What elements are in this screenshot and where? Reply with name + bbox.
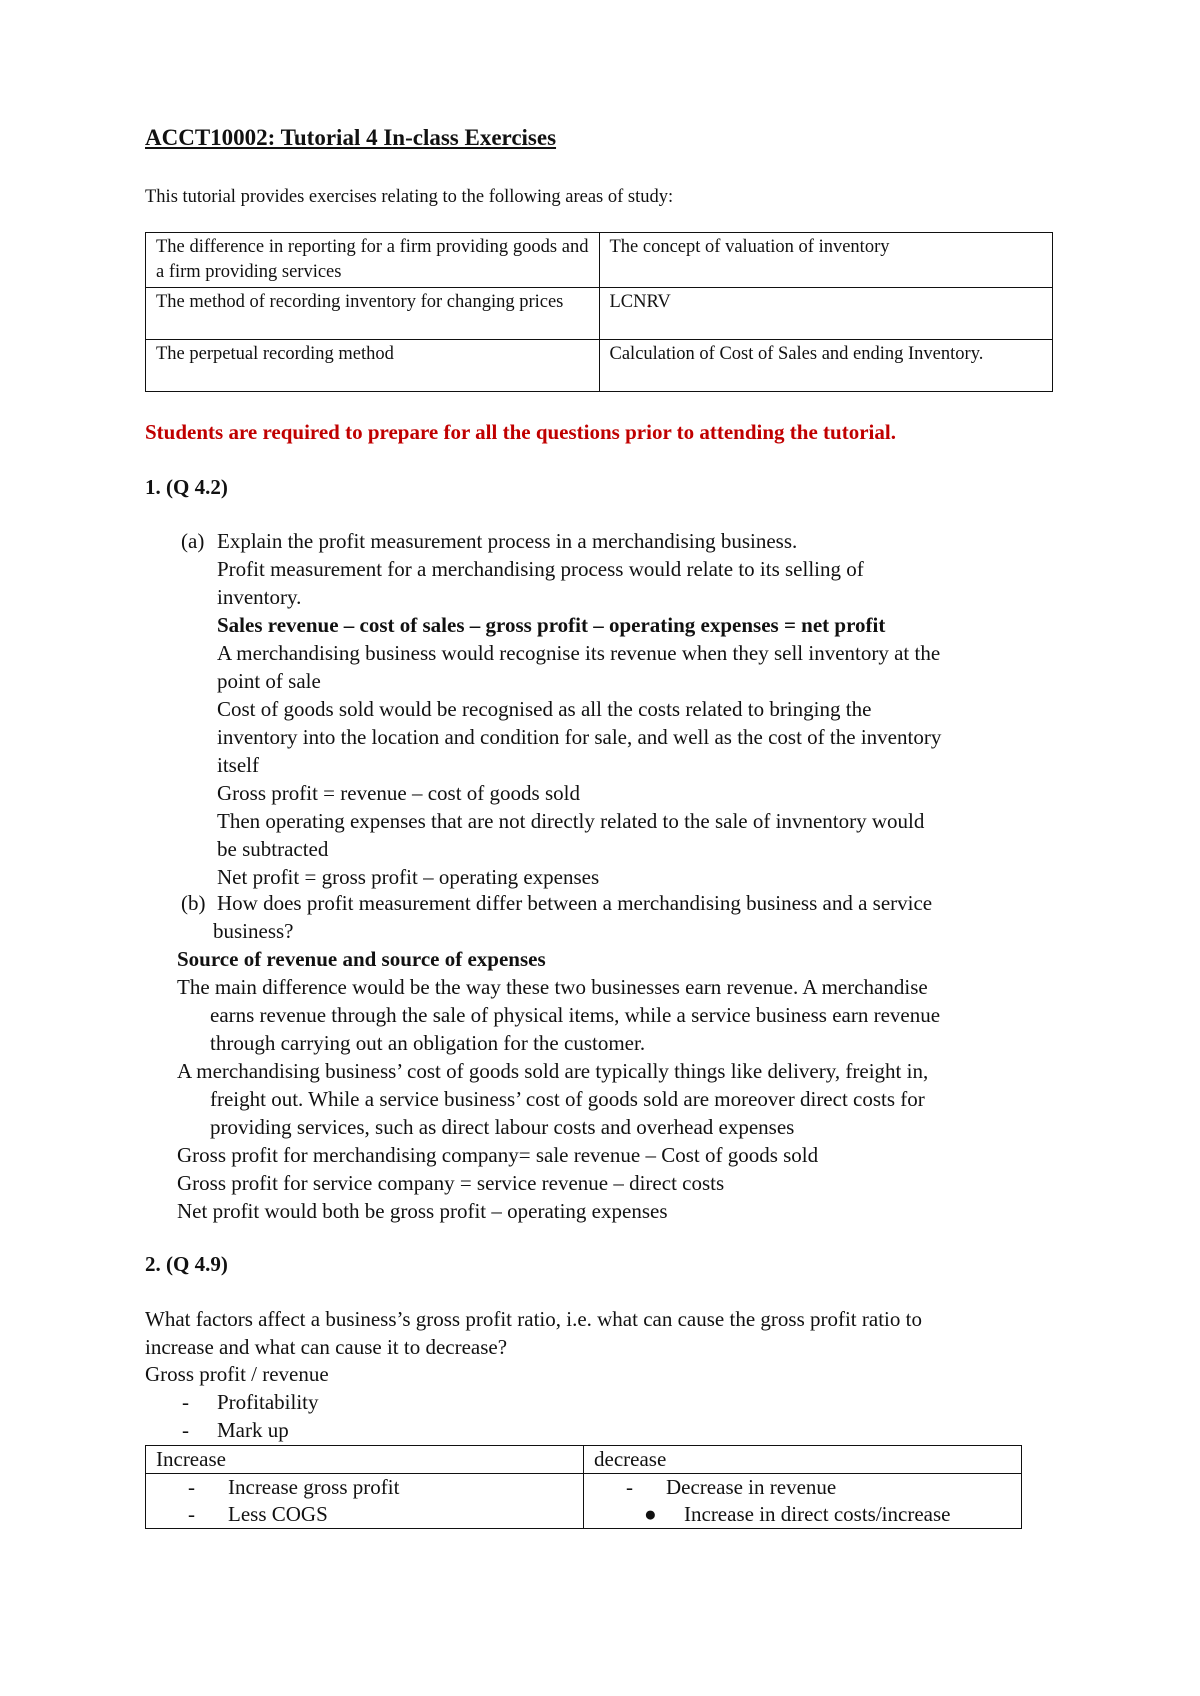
table-row xyxy=(146,340,1053,392)
answer-line: earns revenue through the sale of physical items, while a service business earn revenue xyxy=(210,1003,941,1027)
answer-line: A merchandising business would recognise its revenue when they sell inventory at the xyxy=(217,641,941,665)
answer-line: Profit measurement for a merchandising process would relate to its selling of xyxy=(217,557,864,581)
part-b-question: How does profit measurement differ between a merchandising business and a service xyxy=(217,891,933,915)
answer-line: be subtracted xyxy=(217,837,329,861)
table-row xyxy=(146,1474,1022,1529)
list-item-text: Mark up xyxy=(217,1418,289,1442)
answer-line: freight out. While a service business’ cost of goods sold are moreover direct costs for xyxy=(210,1087,925,1111)
answer-line: Sales revenue – cost of sales – gross profit – operating expenses = net profit xyxy=(217,613,886,637)
question-2-heading: 2. (Q 4.9) xyxy=(145,1252,228,1276)
part-b-heading: Source of revenue and source of expenses xyxy=(177,947,546,971)
table-header: Increase xyxy=(146,1446,584,1474)
list-item-text: Profitability xyxy=(217,1390,319,1414)
list-item: - Less COGS xyxy=(188,1502,328,1526)
answer-line: Gross profit = revenue – cost of goods sold xyxy=(217,781,580,805)
answer-line: Net profit would both be gross profit – operating expenses xyxy=(177,1199,668,1223)
formula-text: Gross profit / revenue xyxy=(145,1362,329,1386)
answer-line: The main difference would be the way these two businesses earn revenue. A merchandise xyxy=(177,975,928,999)
list-item: - Increase gross profit xyxy=(188,1475,400,1499)
question-2-text: increase and what can cause it to decrease? xyxy=(145,1335,508,1359)
answer-line: through carrying out an obligation for the customer. xyxy=(210,1031,646,1055)
answer-line: Cost of goods sold would be recognised as all the costs related to bringing the xyxy=(217,697,872,721)
answer-line: A merchandising business’ cost of goods sold are typically things like delivery, freight in, xyxy=(177,1059,929,1083)
table-cell: The method of recording inventory for changing prices xyxy=(146,288,600,340)
answer-line: Net profit = gross profit – operating expenses xyxy=(217,865,600,889)
part-b-label: (b) xyxy=(181,891,206,915)
answer-line: point of sale xyxy=(217,669,321,693)
table-cell: The difference in reporting for a firm providing goods and a firm providing services xyxy=(146,233,600,288)
list-item-text: Decrease in revenue xyxy=(666,1475,837,1499)
list-item-text: Increase in direct costs/increase xyxy=(684,1502,951,1526)
table-cell: The concept of valuation of inventory xyxy=(599,233,1053,288)
list-item: - Mark up xyxy=(182,1418,289,1442)
answer-line: Gross profit for merchandising company= sale revenue – Cost of goods sold xyxy=(177,1143,819,1167)
answer-line: providing services, such as direct labour costs and overhead expenses xyxy=(210,1115,795,1139)
answer-line: itself xyxy=(217,753,259,777)
table-header: decrease xyxy=(584,1446,1022,1474)
answer-line: Then operating expenses that are not directly related to the sale of invnentory would xyxy=(217,809,925,833)
table-cell: The perpetual recording method xyxy=(146,340,600,392)
table-row xyxy=(146,288,1053,340)
list-item-text: Increase gross profit xyxy=(228,1475,400,1499)
table-cell xyxy=(146,1474,584,1529)
list-item-text: Less COGS xyxy=(228,1502,328,1526)
bullet-icon: ● xyxy=(644,1502,657,1526)
gross-profit-factors-table xyxy=(145,1445,1022,1529)
table-cell: Calculation of Cost of Sales and ending Inventory. xyxy=(599,340,1053,392)
list-item: - Decrease in revenue xyxy=(626,1475,837,1499)
part-a-label: (a) xyxy=(181,529,205,553)
table-cell xyxy=(584,1474,1022,1529)
study-areas-table xyxy=(145,232,1053,392)
list-item: - Profitability xyxy=(182,1390,319,1414)
table-cell: LCNRV xyxy=(599,288,1053,340)
table-row xyxy=(146,1446,1022,1474)
answer-line: inventory. xyxy=(217,585,302,609)
answer-line: inventory into the location and condition for sale, and well as the cost of the inventory xyxy=(217,725,942,749)
part-a-question: Explain the profit measurement process in a merchandising business. xyxy=(217,529,798,553)
question-1-heading: 1. (Q 4.2) xyxy=(145,475,228,499)
intro-text: This tutorial provides exercises relating to the following areas of study: xyxy=(145,187,674,207)
preparation-notice: Students are required to prepare for all the questions prior to attending the tutorial. xyxy=(145,420,896,444)
document-title: ACCT10002: Tutorial 4 In-class Exercises xyxy=(145,125,557,150)
question-2-text: What factors affect a business’s gross profit ratio, i.e. what can cause the gross profit ratio to xyxy=(145,1307,922,1331)
answer-line: Gross profit for service company = service revenue – direct costs xyxy=(177,1171,725,1195)
part-b-question: business? xyxy=(213,919,294,943)
table-row xyxy=(146,233,1053,288)
list-item xyxy=(594,1501,1011,1528)
